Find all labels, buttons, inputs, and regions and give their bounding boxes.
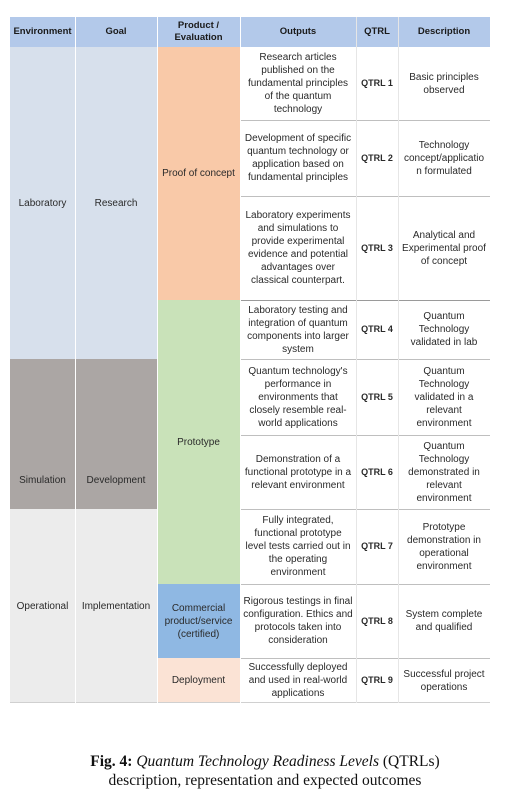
qtrl-level-8: QTRL 8 <box>356 584 398 658</box>
output-qtrl-9: Successfully deployed and used in real-world applications <box>240 658 356 703</box>
goal-implementation: Implementation <box>75 509 157 703</box>
output-qtrl-5: Quantum technology's performance in environments that closely resemble real-world applications <box>240 359 356 435</box>
output-qtrl-3: Laboratory experiments and simulations to provide experimental evidence and potential advantages over classical counterpart. <box>240 196 356 300</box>
description-qtrl-9: Successful project operations <box>398 658 490 703</box>
figure-title: Quantum Technology Readiness Levels <box>136 753 380 770</box>
row-divider <box>240 300 490 301</box>
header-description: Description <box>398 17 490 47</box>
qtrl-level-7: QTRL 7 <box>356 509 398 584</box>
row-divider <box>240 658 490 659</box>
figure-caption <box>30 752 500 790</box>
header-outputs: Outputs <box>240 17 356 47</box>
description-qtrl-2: Technology concept/applicatio n formulated <box>398 120 490 196</box>
column-divider <box>75 17 76 703</box>
description-qtrl-1: Basic principles observed <box>398 47 490 120</box>
environment-simulation: Simulation <box>10 359 75 509</box>
environment-operational: Operational <box>10 509 75 703</box>
product-prototype: Prototype <box>157 300 240 584</box>
environment-laboratory: Laboratory <box>10 47 75 359</box>
figure-caption-line2: description, representation and expected outcomes <box>108 772 422 789</box>
row-divider <box>240 359 490 360</box>
qtrl-level-3: QTRL 3 <box>356 196 398 300</box>
qtrl-level-6: QTRL 6 <box>356 435 398 509</box>
qtrl-table <box>10 17 490 703</box>
description-qtrl-3: Analytical and Experimental proof of concept <box>398 196 490 300</box>
product-commercial-certified: Commercial product/service (certified) <box>157 584 240 658</box>
output-qtrl-4: Laboratory testing and integration of quantum components into larger system <box>240 300 356 359</box>
description-qtrl-7: Prototype demonstration in operational environment <box>398 509 490 584</box>
row-divider <box>240 120 490 121</box>
row-divider <box>240 509 490 510</box>
header-environment: Environment <box>10 17 75 47</box>
table-bottom-border <box>10 702 490 703</box>
output-qtrl-2: Development of specific quantum technology or application based on fundamental principles <box>240 120 356 196</box>
output-qtrl-8: Rigorous testings in final configuration. Ethics and protocols taken into consideration <box>240 584 356 658</box>
column-divider <box>157 17 158 703</box>
description-qtrl-4: Quantum Technology validated in lab <box>398 300 490 359</box>
qtrl-level-5: QTRL 5 <box>356 359 398 435</box>
column-divider <box>356 17 357 703</box>
description-qtrl-5: Quantum Technology validated in a relevant environment <box>398 359 490 435</box>
header-qtrl: QTRL <box>356 17 398 47</box>
output-qtrl-7: Fully integrated, functional prototype level tests carried out in the operating environment <box>240 509 356 584</box>
goal-research: Research <box>75 47 157 359</box>
header-goal: Goal <box>75 17 157 47</box>
qtrl-level-1: QTRL 1 <box>356 47 398 120</box>
output-qtrl-6: Demonstration of a functional prototype in a relevant environment <box>240 435 356 509</box>
description-qtrl-8: System complete and qualified <box>398 584 490 658</box>
qtrl-level-4: QTRL 4 <box>356 300 398 359</box>
column-divider <box>240 17 241 703</box>
product-proof-of-concept: Proof of concept <box>157 47 240 300</box>
goal-development: Development <box>75 359 157 509</box>
description-qtrl-6: Quantum Technology demonstrated in relevant environment <box>398 435 490 509</box>
column-divider <box>398 17 399 703</box>
row-divider <box>240 584 490 585</box>
qtrl-level-9: QTRL 9 <box>356 658 398 703</box>
output-qtrl-1: Research articles published on the fundamental principles of the quantum technology <box>240 47 356 120</box>
figure-label: Fig. 4: <box>90 753 133 770</box>
row-divider <box>240 435 490 436</box>
row-divider <box>240 196 490 197</box>
product-deployment: Deployment <box>157 658 240 703</box>
header-product: Product / Evaluation <box>157 17 240 47</box>
qtrl-level-2: QTRL 2 <box>356 120 398 196</box>
figure-title-abbrev: (QTRLs) <box>382 753 440 770</box>
